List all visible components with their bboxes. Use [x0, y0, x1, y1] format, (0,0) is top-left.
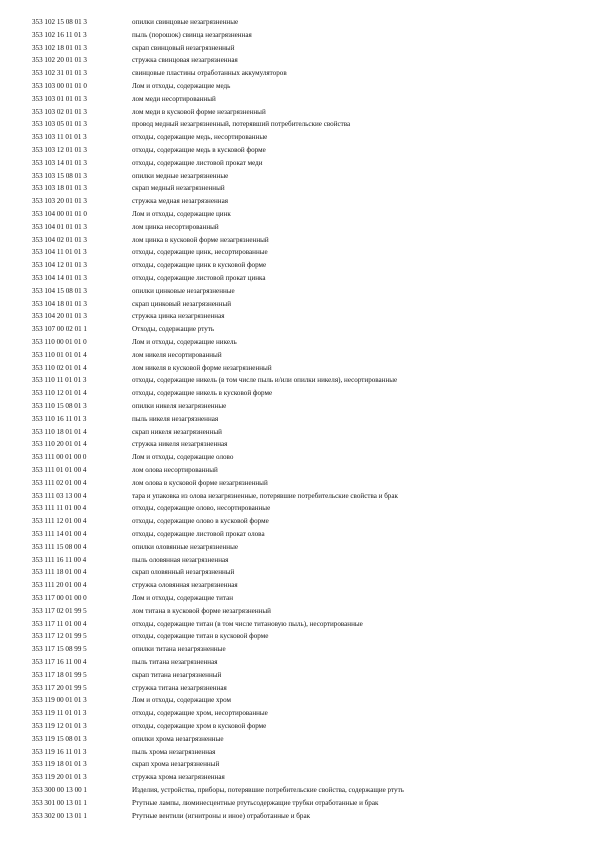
waste-name: провод медный незагрязненный, потерявший потребительские свойства — [132, 120, 351, 129]
waste-code: 353 301 00 13 01 1 — [32, 798, 87, 807]
list-item — [0, 515, 595, 528]
waste-name: тара и упаковка из олова незагрязненные, потерявшие потребительские свойства и брак — [132, 491, 398, 500]
waste-name: Лом и отходы, содержащие медь — [132, 82, 231, 90]
waste-name: лом меди несортированный — [132, 94, 216, 103]
list-item — [0, 490, 595, 503]
waste-code: 353 103 14 01 01 3 — [32, 158, 87, 167]
waste-name: опилки оловянные незагрязненные — [132, 542, 238, 551]
waste-code: 353 103 20 01 01 3 — [32, 197, 87, 206]
waste-code: 353 111 20 01 00 4 — [32, 581, 87, 590]
waste-name: опилки титана незагрязненные — [132, 645, 226, 654]
waste-code: 353 102 16 11 01 3 — [32, 30, 87, 39]
waste-name: лом меди в кусковой форме незагрязненный — [132, 107, 266, 116]
waste-code: 353 103 11 01 01 3 — [32, 133, 87, 142]
list-item — [0, 374, 595, 387]
list-item — [0, 272, 595, 285]
waste-name: отходы, содержащие медь в кусковой форме — [132, 146, 266, 154]
waste-name: лом никеля несортированный — [132, 350, 222, 359]
list-item — [0, 656, 595, 669]
waste-name: отходы, содержащие олово, несортированные — [132, 504, 271, 513]
waste-name: отходы, содержащие хром, несортированные — [132, 709, 268, 718]
waste-name: отходы, содержащие титан (в том числе титановую пыль), несортированные — [132, 619, 363, 628]
list-item — [0, 643, 595, 656]
list-item — [0, 630, 595, 643]
waste-code: 353 111 14 01 00 4 — [32, 530, 87, 538]
waste-name: пыль никеля незагрязненная — [132, 414, 219, 423]
list-item — [0, 579, 595, 592]
waste-code: 353 110 00 01 01 0 — [32, 338, 87, 346]
list-item — [0, 182, 595, 195]
waste-code: 353 104 00 01 01 0 — [32, 210, 87, 218]
list-item — [0, 16, 595, 29]
waste-code: 353 300 00 13 00 1 — [32, 786, 87, 794]
list-item — [0, 67, 595, 80]
list-item — [0, 618, 595, 631]
waste-name: стружка свинцовая незагрязненная — [132, 56, 238, 65]
list-item — [0, 259, 595, 272]
list-item — [0, 387, 595, 400]
list-item — [0, 246, 595, 259]
list-item — [0, 720, 595, 733]
waste-name: скрап цинковый незагрязненный — [132, 299, 232, 308]
waste-name: пыль оловянная незагрязненная — [132, 555, 229, 564]
waste-code: 353 104 01 01 01 3 — [32, 222, 87, 231]
waste-name: отходы, содержащие хром в кусковой форме — [132, 722, 267, 730]
waste-code: 353 117 02 01 99 5 — [32, 606, 87, 615]
waste-name: пыль (порошок) свинца незагрязненная — [132, 30, 252, 39]
waste-code: 353 119 15 08 01 3 — [32, 734, 87, 743]
list-item — [0, 426, 595, 439]
waste-code: 353 103 15 08 01 3 — [32, 171, 87, 180]
waste-code: 353 110 20 01 01 4 — [32, 440, 87, 449]
waste-name: Лом и отходы, содержащие хром — [132, 696, 231, 705]
list-item — [0, 298, 595, 311]
waste-name: отходы, содержащие титан в кусковой форме — [132, 632, 269, 641]
waste-name: лом цинка несортированный — [132, 222, 219, 231]
waste-name: Ртутные вентили (игнитроны и иное) отработанные и брак — [132, 811, 311, 820]
waste-name: Ртутные лампы, люминесцентные ртутьсодержащие трубки отработанные и брак — [132, 798, 379, 807]
list-item — [0, 208, 595, 221]
list-item — [0, 502, 595, 515]
list-item — [0, 131, 595, 144]
waste-name: лом титана в кусковой форме незагрязненный — [132, 606, 271, 615]
waste-name: стружка оловянная незагрязненная — [132, 581, 238, 590]
list-item — [0, 221, 595, 234]
list-item — [0, 694, 595, 707]
waste-name: отходы, содержащие олово в кусковой форме — [132, 517, 269, 526]
waste-name: пыль титана незагрязненная — [132, 658, 218, 666]
list-item — [0, 42, 595, 55]
waste-name: отходы, содержащие медь, несортированные — [132, 133, 268, 142]
waste-code: 353 104 12 01 01 3 — [32, 261, 87, 270]
list-item — [0, 80, 595, 93]
list-item — [0, 810, 595, 823]
list-item — [0, 733, 595, 746]
waste-code: 353 110 18 01 01 4 — [32, 427, 87, 436]
waste-code: 353 103 01 01 01 3 — [32, 94, 87, 103]
waste-name: опилки свинцовые незагрязненные — [132, 18, 239, 26]
waste-name: Лом и отходы, содержащие титан — [132, 594, 234, 602]
waste-name: стружка медная незагрязненная — [132, 197, 228, 206]
list-item — [0, 464, 595, 477]
waste-name: опилки медные незагрязненные — [132, 171, 229, 180]
list-item — [0, 362, 595, 375]
waste-name: лом олова несортированный — [132, 466, 218, 474]
waste-name: опилки хрома незагрязненные — [132, 734, 224, 743]
list-item — [0, 758, 595, 771]
waste-code: 353 111 12 01 00 4 — [32, 517, 87, 526]
waste-code: 353 117 11 01 00 4 — [32, 619, 87, 628]
waste-code: 353 103 12 01 01 3 — [32, 146, 87, 154]
waste-code: 353 111 16 11 00 4 — [32, 555, 87, 564]
waste-name: скрап никеля незагрязненный — [132, 427, 222, 436]
list-item — [0, 285, 595, 298]
list-item — [0, 746, 595, 759]
waste-code: 353 111 15 08 00 4 — [32, 542, 87, 551]
list-item — [0, 349, 595, 362]
waste-name: стружка титана незагрязненная — [132, 683, 227, 692]
list-item — [0, 29, 595, 42]
waste-name: скрап медный незагрязненный — [132, 184, 225, 193]
waste-name: свинцовые пластины отработанных аккумуляторов — [132, 69, 287, 78]
waste-name: лом олова в кусковой форме незагрязненный — [132, 478, 268, 487]
waste-code: 353 102 31 01 01 3 — [32, 69, 87, 78]
waste-code: 353 110 16 11 01 3 — [32, 414, 87, 423]
waste-code: 353 117 12 01 99 5 — [32, 632, 87, 641]
list-item — [0, 566, 595, 579]
waste-name: отходы, содержащие никель в кусковой форме — [132, 389, 273, 398]
list-item — [0, 438, 595, 451]
list-item — [0, 592, 595, 605]
waste-name: Отходы, содержащие ртуть — [132, 325, 215, 334]
waste-name: отходы, содержащие листовой прокат цинка — [132, 274, 266, 282]
waste-code: 353 110 01 01 01 4 — [32, 350, 87, 359]
waste-code: 353 104 11 01 01 3 — [32, 248, 87, 257]
waste-code: 353 119 11 01 01 3 — [32, 709, 87, 718]
list-item — [0, 707, 595, 720]
waste-code: 353 111 01 01 00 4 — [32, 466, 87, 474]
list-item — [0, 336, 595, 349]
waste-code: 353 111 03 13 00 4 — [32, 491, 87, 500]
list-item — [0, 541, 595, 554]
waste-code: 353 119 16 11 01 3 — [32, 747, 87, 756]
waste-name: стружка хрома незагрязненная — [132, 773, 225, 782]
list-item — [0, 771, 595, 784]
waste-name: стружка цинка незагрязненная — [132, 312, 225, 321]
waste-name: лом цинка в кусковой форме незагрязненный — [132, 235, 269, 244]
list-item — [0, 451, 595, 464]
waste-name: Изделия, устройства, приборы, потерявшие потребительские свойства, содержащие ртуть — [132, 786, 404, 794]
waste-code: 353 104 02 01 01 3 — [32, 235, 87, 244]
waste-code: 353 119 00 01 01 3 — [32, 696, 87, 705]
waste-name: скрап хрома незагрязненный — [132, 760, 220, 769]
list-item — [0, 528, 595, 541]
waste-code: 353 102 20 01 01 3 — [32, 56, 87, 65]
list-item — [0, 54, 595, 67]
waste-code: 353 111 11 01 00 4 — [32, 504, 87, 513]
waste-code: 353 110 12 01 01 4 — [32, 389, 87, 398]
waste-name: пыль хрома незагрязненная — [132, 747, 216, 756]
list-item — [0, 144, 595, 157]
waste-name: скрап свинцовый незагрязненный — [132, 43, 235, 52]
waste-name: Лом и отходы, содержащие олово — [132, 453, 234, 462]
waste-code: 353 104 14 01 01 3 — [32, 274, 87, 282]
waste-name: скрап оловянный незагрязненный — [132, 568, 235, 577]
waste-code: 353 111 00 01 00 0 — [32, 453, 87, 462]
waste-code: 353 102 18 01 01 3 — [32, 43, 87, 52]
waste-code: 353 104 20 01 01 3 — [32, 312, 87, 321]
list-item — [0, 234, 595, 247]
list-item — [0, 605, 595, 618]
waste-code: 353 302 00 13 01 1 — [32, 811, 87, 820]
list-item — [0, 784, 595, 797]
waste-code: 353 110 11 01 01 3 — [32, 376, 87, 385]
waste-name: опилки цинковые незагрязненные — [132, 286, 235, 295]
waste-name: стружка никеля незагрязненная — [132, 440, 228, 449]
list-item — [0, 682, 595, 695]
waste-code: 353 110 02 01 01 4 — [32, 363, 87, 372]
waste-name: лом никеля в кусковой форме незагрязненный — [132, 363, 272, 372]
list-item — [0, 797, 595, 810]
list-item — [0, 669, 595, 682]
waste-name: отходы, содержащие листовой прокат олова — [132, 530, 265, 538]
waste-code: 353 111 18 01 00 4 — [32, 568, 87, 577]
waste-code: 353 117 16 11 00 4 — [32, 658, 87, 666]
waste-code: 353 119 12 01 01 3 — [32, 722, 87, 730]
waste-code: 353 103 18 01 01 3 — [32, 184, 87, 193]
waste-code: 353 104 15 08 01 3 — [32, 286, 87, 295]
waste-name: отходы, содержащие никель (в том числе пыль и/или опилки никеля), несортированные — [132, 376, 398, 385]
list-item — [0, 195, 595, 208]
waste-name: отходы, содержащие цинк в кусковой форме — [132, 261, 267, 270]
list-item — [0, 106, 595, 119]
list-item — [0, 413, 595, 426]
list-item — [0, 170, 595, 183]
waste-name: отходы, содержащие листовой прокат меди — [132, 158, 263, 167]
waste-code: 353 111 02 01 00 4 — [32, 478, 87, 487]
waste-code: 353 110 15 08 01 3 — [32, 402, 87, 410]
waste-name: Лом и отходы, содержащие никель — [132, 338, 237, 346]
waste-code: 353 117 20 01 99 5 — [32, 683, 87, 692]
waste-code: 353 102 15 08 01 3 — [32, 18, 87, 26]
waste-code: 353 119 20 01 01 3 — [32, 773, 87, 782]
waste-code: 353 104 18 01 01 3 — [32, 299, 87, 308]
list-item — [0, 310, 595, 323]
waste-code: 353 107 00 02 01 1 — [32, 325, 87, 334]
waste-code: 353 117 18 01 99 5 — [32, 670, 87, 679]
waste-code: 353 119 18 01 01 3 — [32, 760, 87, 769]
list-item — [0, 477, 595, 490]
list-item — [0, 93, 595, 106]
waste-code: 353 103 02 01 01 3 — [32, 107, 87, 116]
list-item — [0, 554, 595, 567]
waste-name: Лом и отходы, содержащие цинк — [132, 210, 231, 218]
waste-code: 353 117 15 08 99 5 — [32, 645, 87, 654]
waste-code: 353 103 05 01 01 3 — [32, 120, 87, 129]
list-item — [0, 323, 595, 336]
waste-code: 353 103 00 01 01 0 — [32, 82, 87, 90]
waste-name: отходы, содержащие цинк, несортированные — [132, 248, 268, 257]
waste-name: опилки никеля незагрязненные — [132, 402, 227, 410]
list-item — [0, 157, 595, 170]
list-item — [0, 118, 595, 131]
waste-code: 353 117 00 01 00 0 — [32, 594, 87, 602]
list-item — [0, 400, 595, 413]
waste-name: скрап титана незагрязненный — [132, 670, 222, 679]
